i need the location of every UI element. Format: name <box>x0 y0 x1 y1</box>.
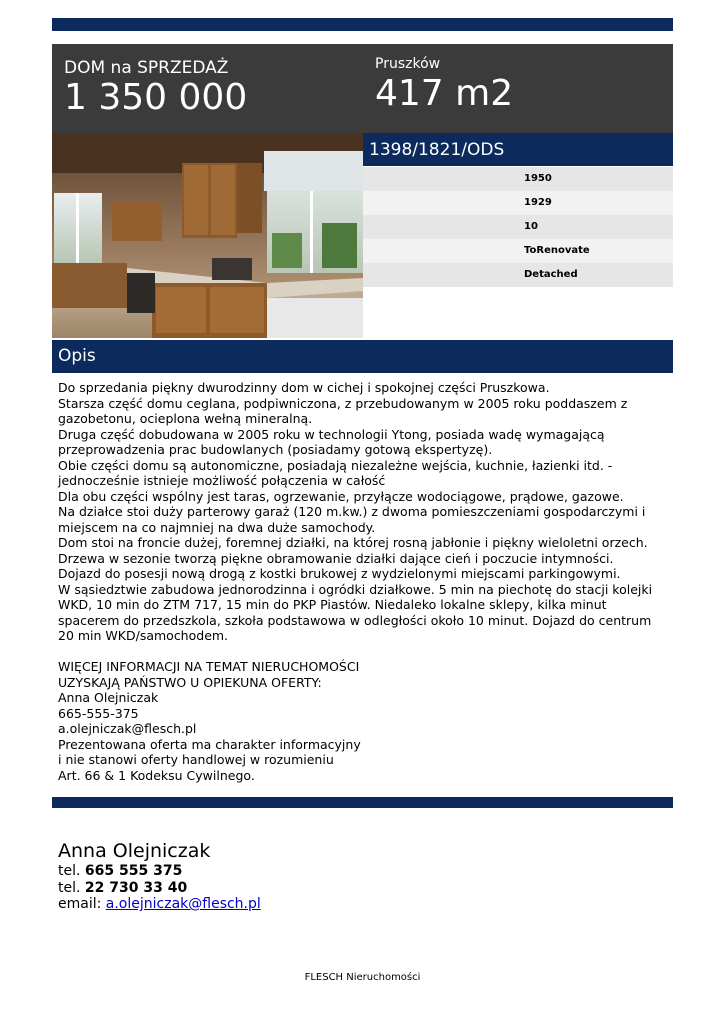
attribute-value: 10 <box>524 221 538 232</box>
listing-area: 417 m2 <box>375 73 514 114</box>
description-line: i nie stanowi oferty handlowej w rozumieniu <box>58 752 334 767</box>
attribute-value: ToRenovate <box>524 245 590 256</box>
agent-contact <box>58 840 261 913</box>
description-line: UZYSKAJĄ PAŃSTWO U OPIEKUNA OFERTY: <box>58 674 322 690</box>
listing-price: 1 350 000 <box>64 77 248 118</box>
description-line: Do sprzedania piękny dwurodzinny dom w cichej i spokojnej części Pruszkowa. <box>58 380 550 395</box>
reference-number: 1398/1821/ODS <box>369 140 505 160</box>
description-line <box>58 644 668 660</box>
attribute-row <box>363 191 673 215</box>
description-line: 665-555-375 <box>58 705 139 721</box>
phone-number: 665 555 375 <box>84 863 183 879</box>
attribute-row <box>363 167 673 191</box>
description-line: Starsza część domu ceglana, podpiwniczona, z przebudowanym w 2005 roku poddaszem z gazobetonu, ocieplona wełną mineralną. <box>58 395 628 426</box>
agent-name: Anna Olejniczak <box>58 840 211 862</box>
kitchen-photo-image <box>52 133 363 338</box>
description-line: Obie części domu są autonomiczne, posiadają niezależne wejścia, kuchnie, łazienki itd. - jednocześnie istnieje możliwość połączenia w całość <box>58 457 613 488</box>
description-line: Drzewa w sezonie tworzą piękne obramowanie działki dające cień i poczucie intymności. <box>58 550 614 566</box>
top-accent-bar <box>52 18 673 31</box>
email-label: email: <box>58 896 102 912</box>
phone-label: tel. <box>58 879 81 896</box>
kitchen-photo <box>52 133 363 338</box>
description-body <box>58 380 668 783</box>
description-line: Dojazd do posesji nową drogą z kostki brukowej z wydzielonymi miejscami parkingowymi. <box>58 566 621 581</box>
attributes-table <box>363 167 673 287</box>
description-line: WIĘCEJ INFORMACJI NA TEMAT NIERUCHOMOŚCI <box>58 659 360 674</box>
attribute-value: 1929 <box>524 197 552 208</box>
attribute-row <box>363 263 673 287</box>
listing-type: DOM na SPRZEDAŻ <box>64 58 229 78</box>
attribute-row <box>363 239 673 263</box>
listing-header <box>52 44 673 133</box>
phone-label: tel. <box>58 863 81 879</box>
description-title: Opis <box>58 346 96 366</box>
description-line: Prezentowana oferta ma charakter informacyjny <box>58 736 361 752</box>
email-link[interactable]: a.olejniczak@flesch.pl <box>105 896 261 912</box>
description-line: Anna Olejniczak <box>58 690 159 705</box>
description-line: Dom stoi na froncie dużej, foremnej działki, na której rosną jabłonie i piękny wieloletni orzech. <box>58 535 648 550</box>
agent-phone-2 <box>58 880 261 897</box>
description-line: Na działce stoi duży parterowy garaż (120 m.kw.) z dwoma pomieszczeniami gospodarczymi i miejscem na co najmniej na dwa duże samochody. <box>58 504 646 535</box>
listing-city: Pruszków <box>375 56 441 72</box>
attribute-value: 1950 <box>524 173 552 184</box>
description-line: Art. 66 & 1 Kodeksu Cywilnego. <box>58 767 255 783</box>
attribute-value: Detached <box>524 269 578 280</box>
description-line: Druga część dobudowana w 2005 roku w technologii Ytong, posiada wadę wymagającą przeprowadzenia prac budowlanych (posiadamy gotową ekspertyzę). <box>58 426 605 457</box>
agent-email <box>58 896 261 913</box>
description-line: Dla obu części wspólny jest taras, ogrzewanie, przyłącze wodociągowe, prądowe, gazowe. <box>58 488 624 504</box>
separator-bar <box>52 797 673 808</box>
description-line: W sąsiedztwie zabudowa jednorodzinna i ogródki działkowe. 5 min na piechotę do stacji kolejki WKD, 10 min do ZTM 717, 15 min do PKP Piastów. Niedaleko lokalne sklepy, kilka minut spacerem do przedszkola, szkoła podstawowa w odległości około 10 minut. Dojazd do centrum 20 min WKD/samochodem. <box>58 581 653 643</box>
reference-bar <box>363 133 673 166</box>
description-line: a.olejniczak@flesch.pl <box>58 721 197 736</box>
footer-brand: FLESCH Nieruchomości <box>304 972 421 983</box>
agent-phone-1 <box>58 863 261 880</box>
description-header <box>52 340 673 373</box>
attribute-row <box>363 215 673 239</box>
phone-number: 22 730 33 40 <box>84 879 188 896</box>
